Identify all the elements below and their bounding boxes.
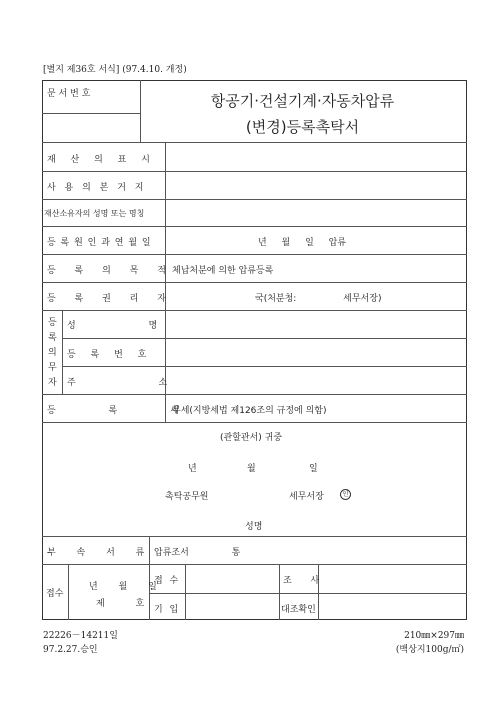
- title-line-2: (변경)등록촉탁서: [245, 118, 360, 136]
- reception-side-label: 접수: [46, 589, 64, 599]
- holder-label: 등 록 권 리 자: [47, 294, 174, 304]
- tax-label: 등 록 세: [47, 406, 179, 416]
- seal-icon: 인: [340, 489, 351, 500]
- check-label: 대조확인: [281, 605, 316, 615]
- tax-value: 무세(지방세법 제126조의 규정에 의함): [172, 406, 327, 416]
- name-label: 성명: [245, 522, 263, 532]
- official-label: 촉탁공무원: [165, 492, 209, 502]
- receipt-label: 접 수: [154, 576, 179, 586]
- obligor-regno-label: 등 록 번 호: [67, 350, 153, 360]
- cause-date-label: 등 록 원 인 과 연 월 일: [47, 238, 152, 248]
- form-number: [별지 제36호 서식] (97.4.10. 개정): [43, 65, 187, 75]
- basis-label: 사 용 의 본 거 지: [47, 183, 147, 193]
- attachments-value: 압류조서 통: [154, 548, 241, 558]
- recipient-text: (관할관서) 귀중: [220, 433, 283, 443]
- purpose-label: 등 록 의 목 적: [47, 266, 174, 276]
- office-label: 세무서장: [289, 492, 324, 502]
- footer-paper: (백상지100g/㎡): [395, 645, 464, 655]
- owner-label: 재산소유자의 성명 또는 명칭: [44, 209, 145, 218]
- date-month: 월: [247, 464, 256, 474]
- cause-date-value: 년 월 일 압류: [258, 238, 347, 248]
- reception-date-label: 년 월 일: [89, 582, 157, 592]
- obligor-side-label: 등록의무자: [48, 318, 57, 388]
- obligor-address-label: 주 소: [67, 378, 168, 388]
- reception-no-label: 제 호: [96, 599, 145, 609]
- survey-label: 조 사: [283, 576, 320, 586]
- doc-number-label: 문 서 번 호: [47, 89, 91, 99]
- entry-label: 기 입: [154, 605, 179, 615]
- footer-approval: 97.2.27.승인: [43, 645, 98, 655]
- obligor-name-label: 성 명: [67, 321, 158, 331]
- date-year: 년: [188, 464, 197, 474]
- title-line-1: 항공기·건설기계·자동차압류: [210, 92, 395, 110]
- date-day: 일: [309, 464, 318, 474]
- attachments-label-text: 부 속 서 류: [47, 548, 154, 558]
- footer-code: 22226－14211일: [43, 631, 118, 641]
- footer-size: 210㎜×297㎜: [404, 631, 464, 641]
- purpose-value: 체납처분에 의한 압류등록: [172, 266, 274, 276]
- property-label: 재 산 의 표 시: [47, 155, 156, 165]
- holder-value: 국(처분청: 세무서장): [255, 294, 382, 304]
